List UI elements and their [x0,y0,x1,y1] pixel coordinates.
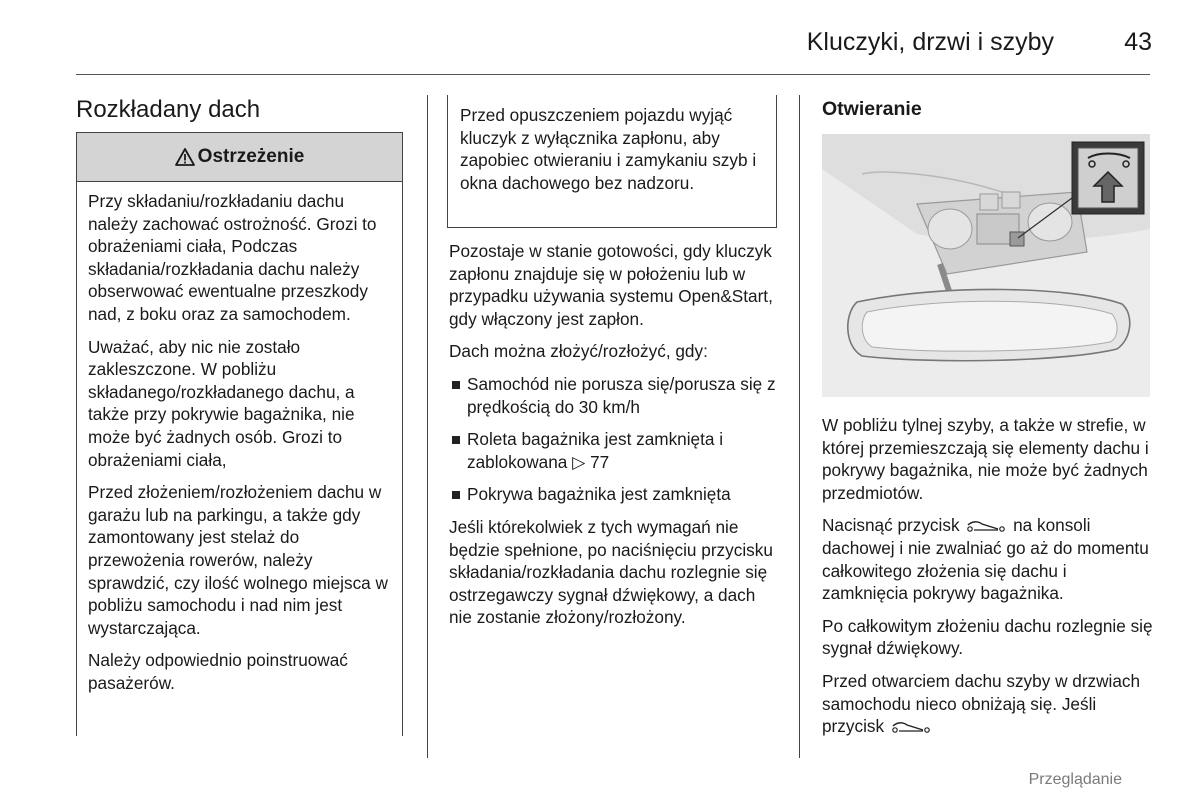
paragraph: Po całkowitym złożeniu dachu rozlegnie się sygnał dźwiękowy. [822,615,1153,659]
paragraph: Nacisnąć przycisk na konsoli dachowej i nie zwalniać go aż do momentu całkowitego złożenia się dachu i zamknięcia pokrywy bagażnika. [822,515,1149,604]
middle-column [449,240,779,639]
warning-triangle-icon [175,148,195,166]
warning-title: Ostrzeżenie [197,146,305,167]
section-heading: Rozkładany dach [76,96,261,123]
paragraph: Jeśli którekolwiek z tych wymagań nie będzie spełnione, po naciśnięciu przycisku składania/rozkładania dachu rozlegnie się ostrzegawczy sygnał dźwiękowy, a dach nie zostanie złożony/rozłożony. [449,516,773,628]
header-divider [76,74,1150,75]
paragraph: Przed otwarciem dachu szyby w drzwiach samochodu nieco obniżają się. Jeśli przycisk [822,670,1141,737]
paragraph: Pozostaje w stanie gotowości, gdy kluczyk zapłonu znajduje się w położeniu lub w przypadku używania systemu Open&Start, gdy włączony jest zapłon. [449,241,773,329]
warning-body [77,182,402,694]
convertible-roof-icon [889,721,933,735]
column-divider-left [427,95,428,758]
note-box [447,95,777,228]
list-item: Roleta bagażnika jest zamknięta i zablokowana ▷ 77 [449,428,779,473]
page-number: 43 [1124,28,1152,56]
paragraph: Dach można złożyć/rozłożyć, gdy: [449,341,708,362]
list-item: Samochód nie porusza się/porusza się z prędkością do 30 km/h [449,373,779,418]
footer-watermark: Przeglądanie [1028,771,1122,788]
subsection-heading: Otwieranie [822,98,922,120]
right-column [822,414,1154,748]
warning-box [76,132,403,736]
column-divider-right [799,95,800,758]
warning-paragraph: Uważać, aby nic nie zostało zakleszczone. W pobliżu składanego/rozkładanego dachu, a także przy pokrywie bagażnika, nie może być żadnych osób. Grozi to obrażeniami ciała, [88,336,355,470]
chapter-title: Kluczyki, drzwi i szyby [806,28,1054,56]
conditions-list [449,373,779,506]
warning-paragraph: Przed złożeniem/rozłożeniem dachu w garażu lub na parkingu, a także gdy zamontowany jest stelaż do przewożenia rowerów, należy sprawdzić, czy ilość wolnego miejsca w pobliżu samochodu i nad nim jest wystarczająca. [88,482,388,638]
warning-paragraph: Należy odpowiednio poinstruować pasażerów. [88,650,348,693]
roof-console-illustration [822,134,1150,397]
warning-header [77,133,402,182]
page-reference[interactable]: 77 [590,451,610,472]
page-reference-icon: ▷ [572,451,586,472]
note-text: Przed opuszczeniem pojazdu wyjąć kluczyk z wyłącznika zapłonu, aby zapobiec otwieraniu i zamykaniu szyb i okna dachowego bez nadzoru. [460,105,757,193]
warning-paragraph: Przy składaniu/rozkładaniu dachu należy zachować ostrożność. Grozi to obrażeniami ciała, Podczas składania/rozkładania dachu należy obserwować ewentualne przeszkody nad, z boku oraz za samochodem. [88,191,377,324]
paragraph: W pobliżu tylnej szyby, a także w strefie, w której przemieszczają się elementy dachu i pokrywy bagażnika, nie może być żadnych przedmiotów. [822,415,1149,503]
list-item: Pokrywa bagażnika jest zamknięta [449,483,779,506]
convertible-roof-icon [964,520,1008,534]
